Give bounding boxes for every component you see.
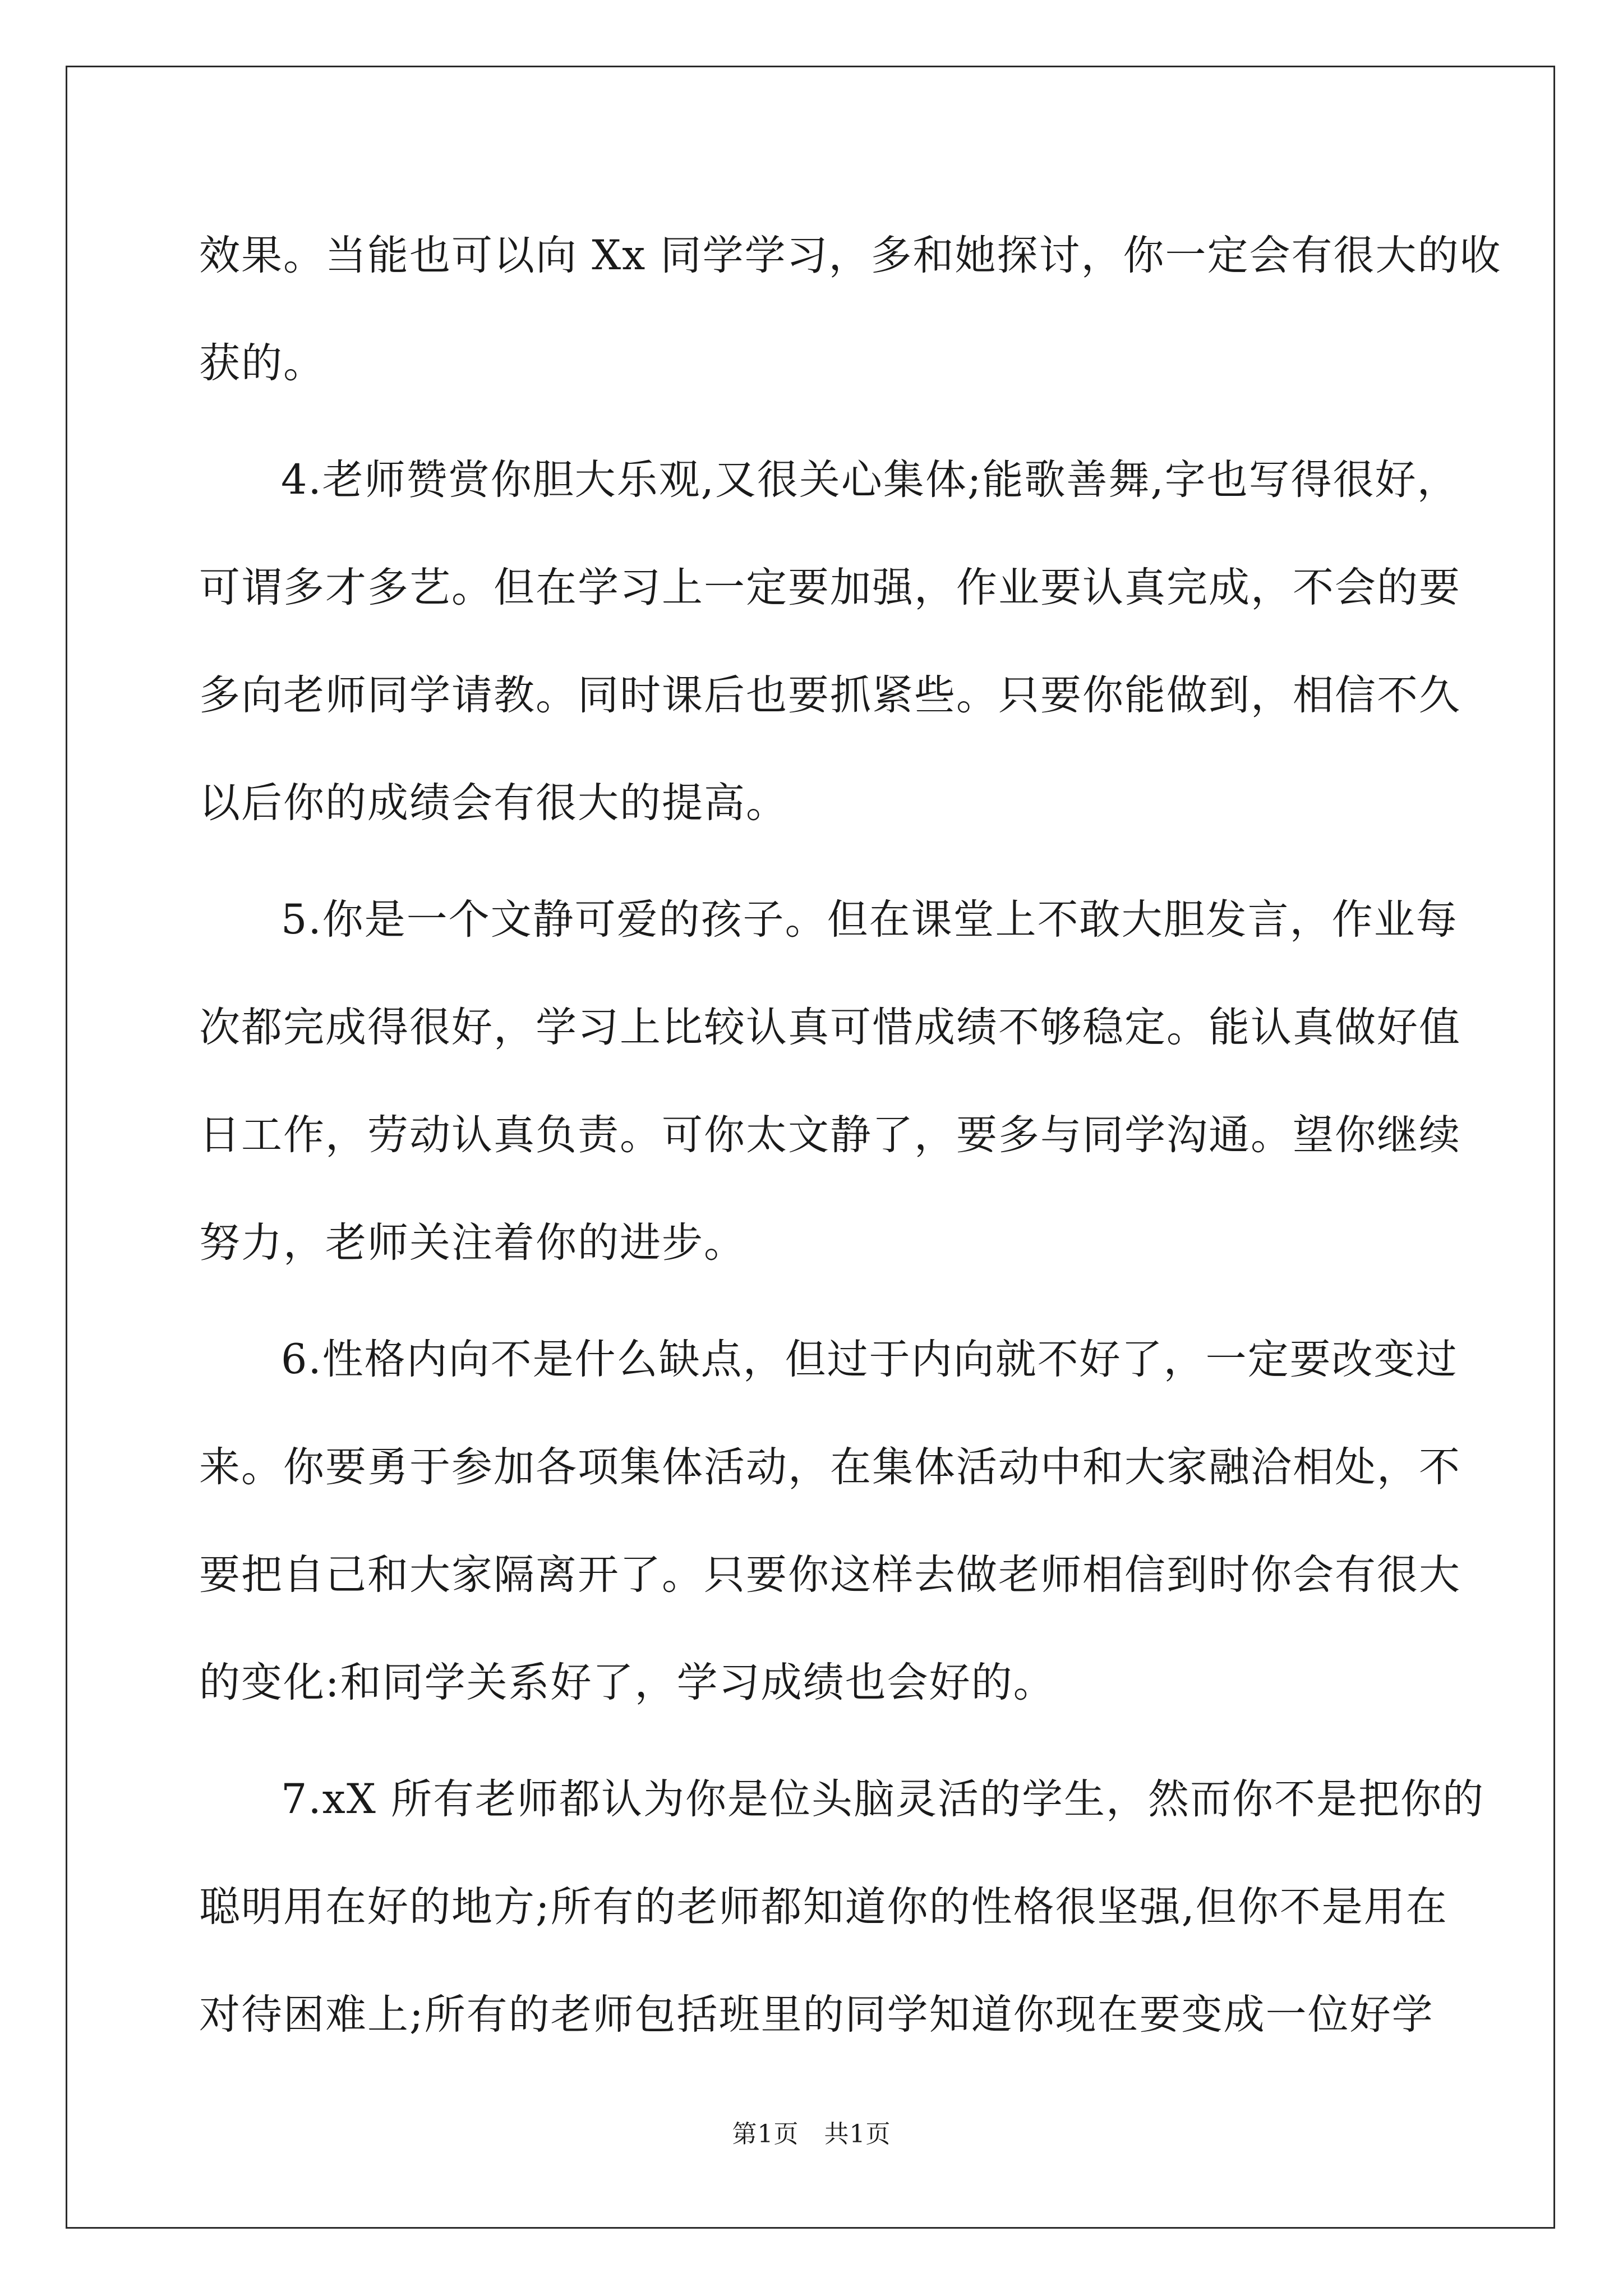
text-line: 以后你的成绩会有很大的提高。 [199, 779, 788, 827]
text-line: 7.xX 所有老师都认为你是位头脑灵活的学生，然而你不是把你的 [281, 1775, 1484, 1823]
text-line: 来。你要勇于参加各项集体活动，在集体活动中和大家融洽相处，不 [199, 1443, 1461, 1491]
text-line: 4.老师赞赏你胆大乐观,又很关心集体;能歌善舞,字也写得很好， [281, 456, 1459, 504]
text-line: 多向老师同学请教。同时课后也要抓紧些。只要你能做到，相信不久 [199, 671, 1461, 719]
document-body [199, 211, 1502, 2078]
text-line: 的变化:和同学关系好了，学习成绩也会好的。 [199, 1659, 1055, 1706]
text-line: 努力，老师关注着你的进步。 [199, 1219, 746, 1267]
text-line: 5.你是一个文静可爱的孩子。但在课堂上不敢大胆发言，作业每 [281, 896, 1458, 944]
text-line: 可谓多才多艺。但在学习上一定要加强，作业要认真完成，不会的要 [199, 564, 1461, 611]
text-line: 6.性格内向不是什么缺点，但过于内向就不好了，一定要改变过 [281, 1336, 1458, 1383]
text-line: 效果。当能也可以向 Xx 同学学习，多和她探讨，你一定会有很大的收 [199, 232, 1502, 279]
text-line: 获的。 [199, 339, 325, 387]
text-line: 次都完成得很好，学习上比较认真可惜成绩不够稳定。能认真做好值 [199, 1004, 1461, 1051]
page-footer: 第1页 共1页 [732, 2120, 891, 2148]
text-line: 要把自己和大家隔离开了。只要你这样去做老师相信到时你会有很大 [199, 1551, 1461, 1599]
text-line: 日工作，劳动认真负责。可你太文静了，要多与同学沟通。望你继续 [199, 1111, 1461, 1159]
text-line: 对待困难上;所有的老师包括班里的同学知道你现在要变成一位好学 [199, 1991, 1434, 2039]
text-line: 聪明用在好的地方;所有的老师都知道你的性格很坚强,但你不是用在 [199, 1883, 1448, 1931]
